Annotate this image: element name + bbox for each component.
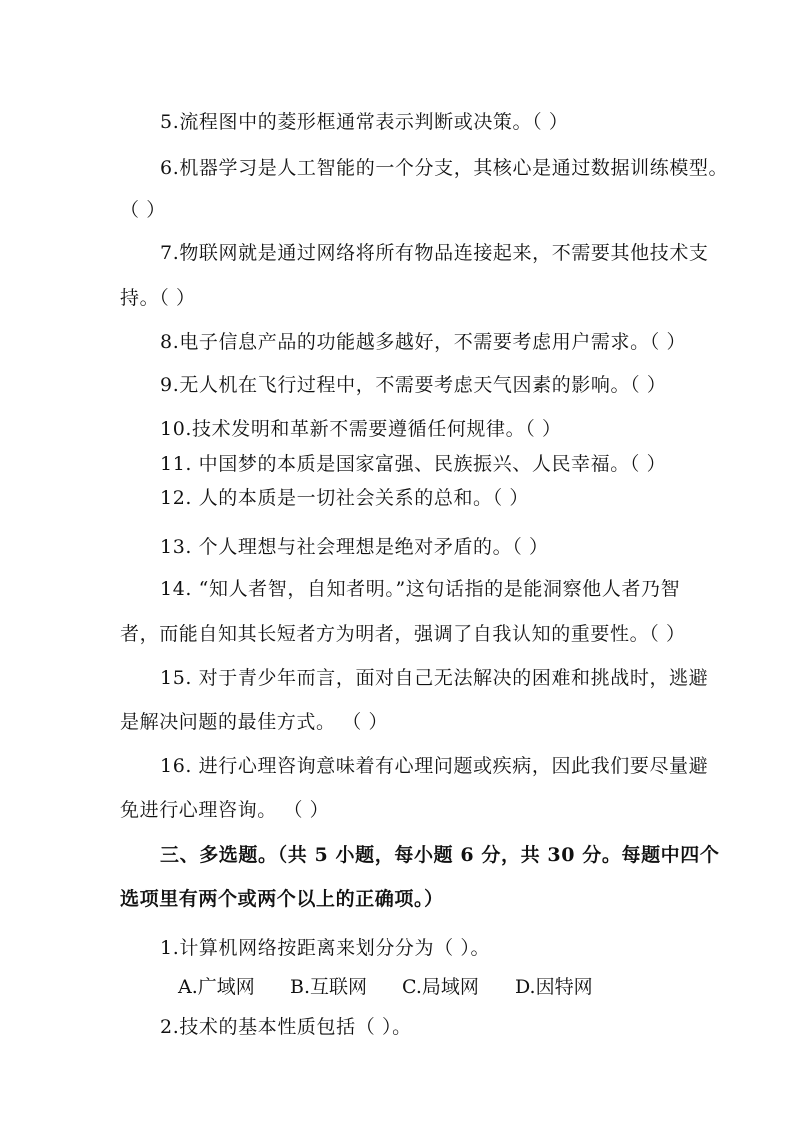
mc-question-1-option-a: A.广域网 [178,976,255,998]
question-12: 12. 人的本质是一切社会关系的总和。（ ） [160,487,529,509]
question-6-line-1: 6.机器学习是人工智能的一个分支，其核心是通过数据训练模型。 [160,157,729,179]
question-15-line-2: 是解决问题的最佳方式。 （ ） [120,711,389,733]
question-13: 13. 个人理想与社会理想是绝对矛盾的。（ ） [160,536,549,558]
question-9: 9.无人机在飞行过程中，不需要考虑天气因素的影响。（ ） [160,374,667,396]
question-5: 5.流程图中的菱形框通常表示判断或决策。（ ） [160,111,569,133]
question-14-line-2: 者，而能自知其长短者方为明者，强调了自我认知的重要性。（ ） [120,623,686,645]
question-16-line-1: 16. 进行心理咨询意味着有心理问题或疾病，因此我们要尽量避 [160,755,709,777]
question-11: 11. 中国梦的本质是国家富强、民族振兴、人民幸福。（ ） [160,453,667,475]
question-6-line-2: （ ） [120,199,166,221]
section-3-heading-line-1: 三、多选题。（共 5 小题，每小题 6 分，共 30 分。每题中四个 [160,844,720,866]
mc-question-1: 1.计算机网络按距离来划分分为（ ）。 [160,937,491,959]
question-7-line-2: 持。（ ） [120,287,196,309]
question-15-line-1: 15. 对于青少年而言，面对自己无法解决的困难和挑战时，逃避 [160,667,709,689]
question-14-line-1: 14. “知人者智，自知者明。”这句话指的是能洞察他人者乃智 [160,578,681,600]
mc-question-2: 2.技术的基本性质包括（ ）。 [160,1016,412,1038]
question-8: 8.电子信息产品的功能越多越好，不需要考虑用户需求。（ ） [160,331,687,353]
question-10: 10.技术发明和革新不需要遵循任何规律。（ ） [160,418,562,440]
question-16-line-2: 免进行心理咨询。 （ ） [120,799,330,821]
mc-question-1-option-d: D.因特网 [515,976,593,998]
mc-question-1-option-c: C.局域网 [402,976,479,998]
mc-question-1-option-b: B.互联网 [290,976,368,998]
section-3-heading-line-2: 选项里有两个或两个以上的正确项。） [120,888,444,910]
question-7-line-1: 7.物联网就是通过网络将所有物品连接起来，不需要其他技术支 [160,242,709,264]
